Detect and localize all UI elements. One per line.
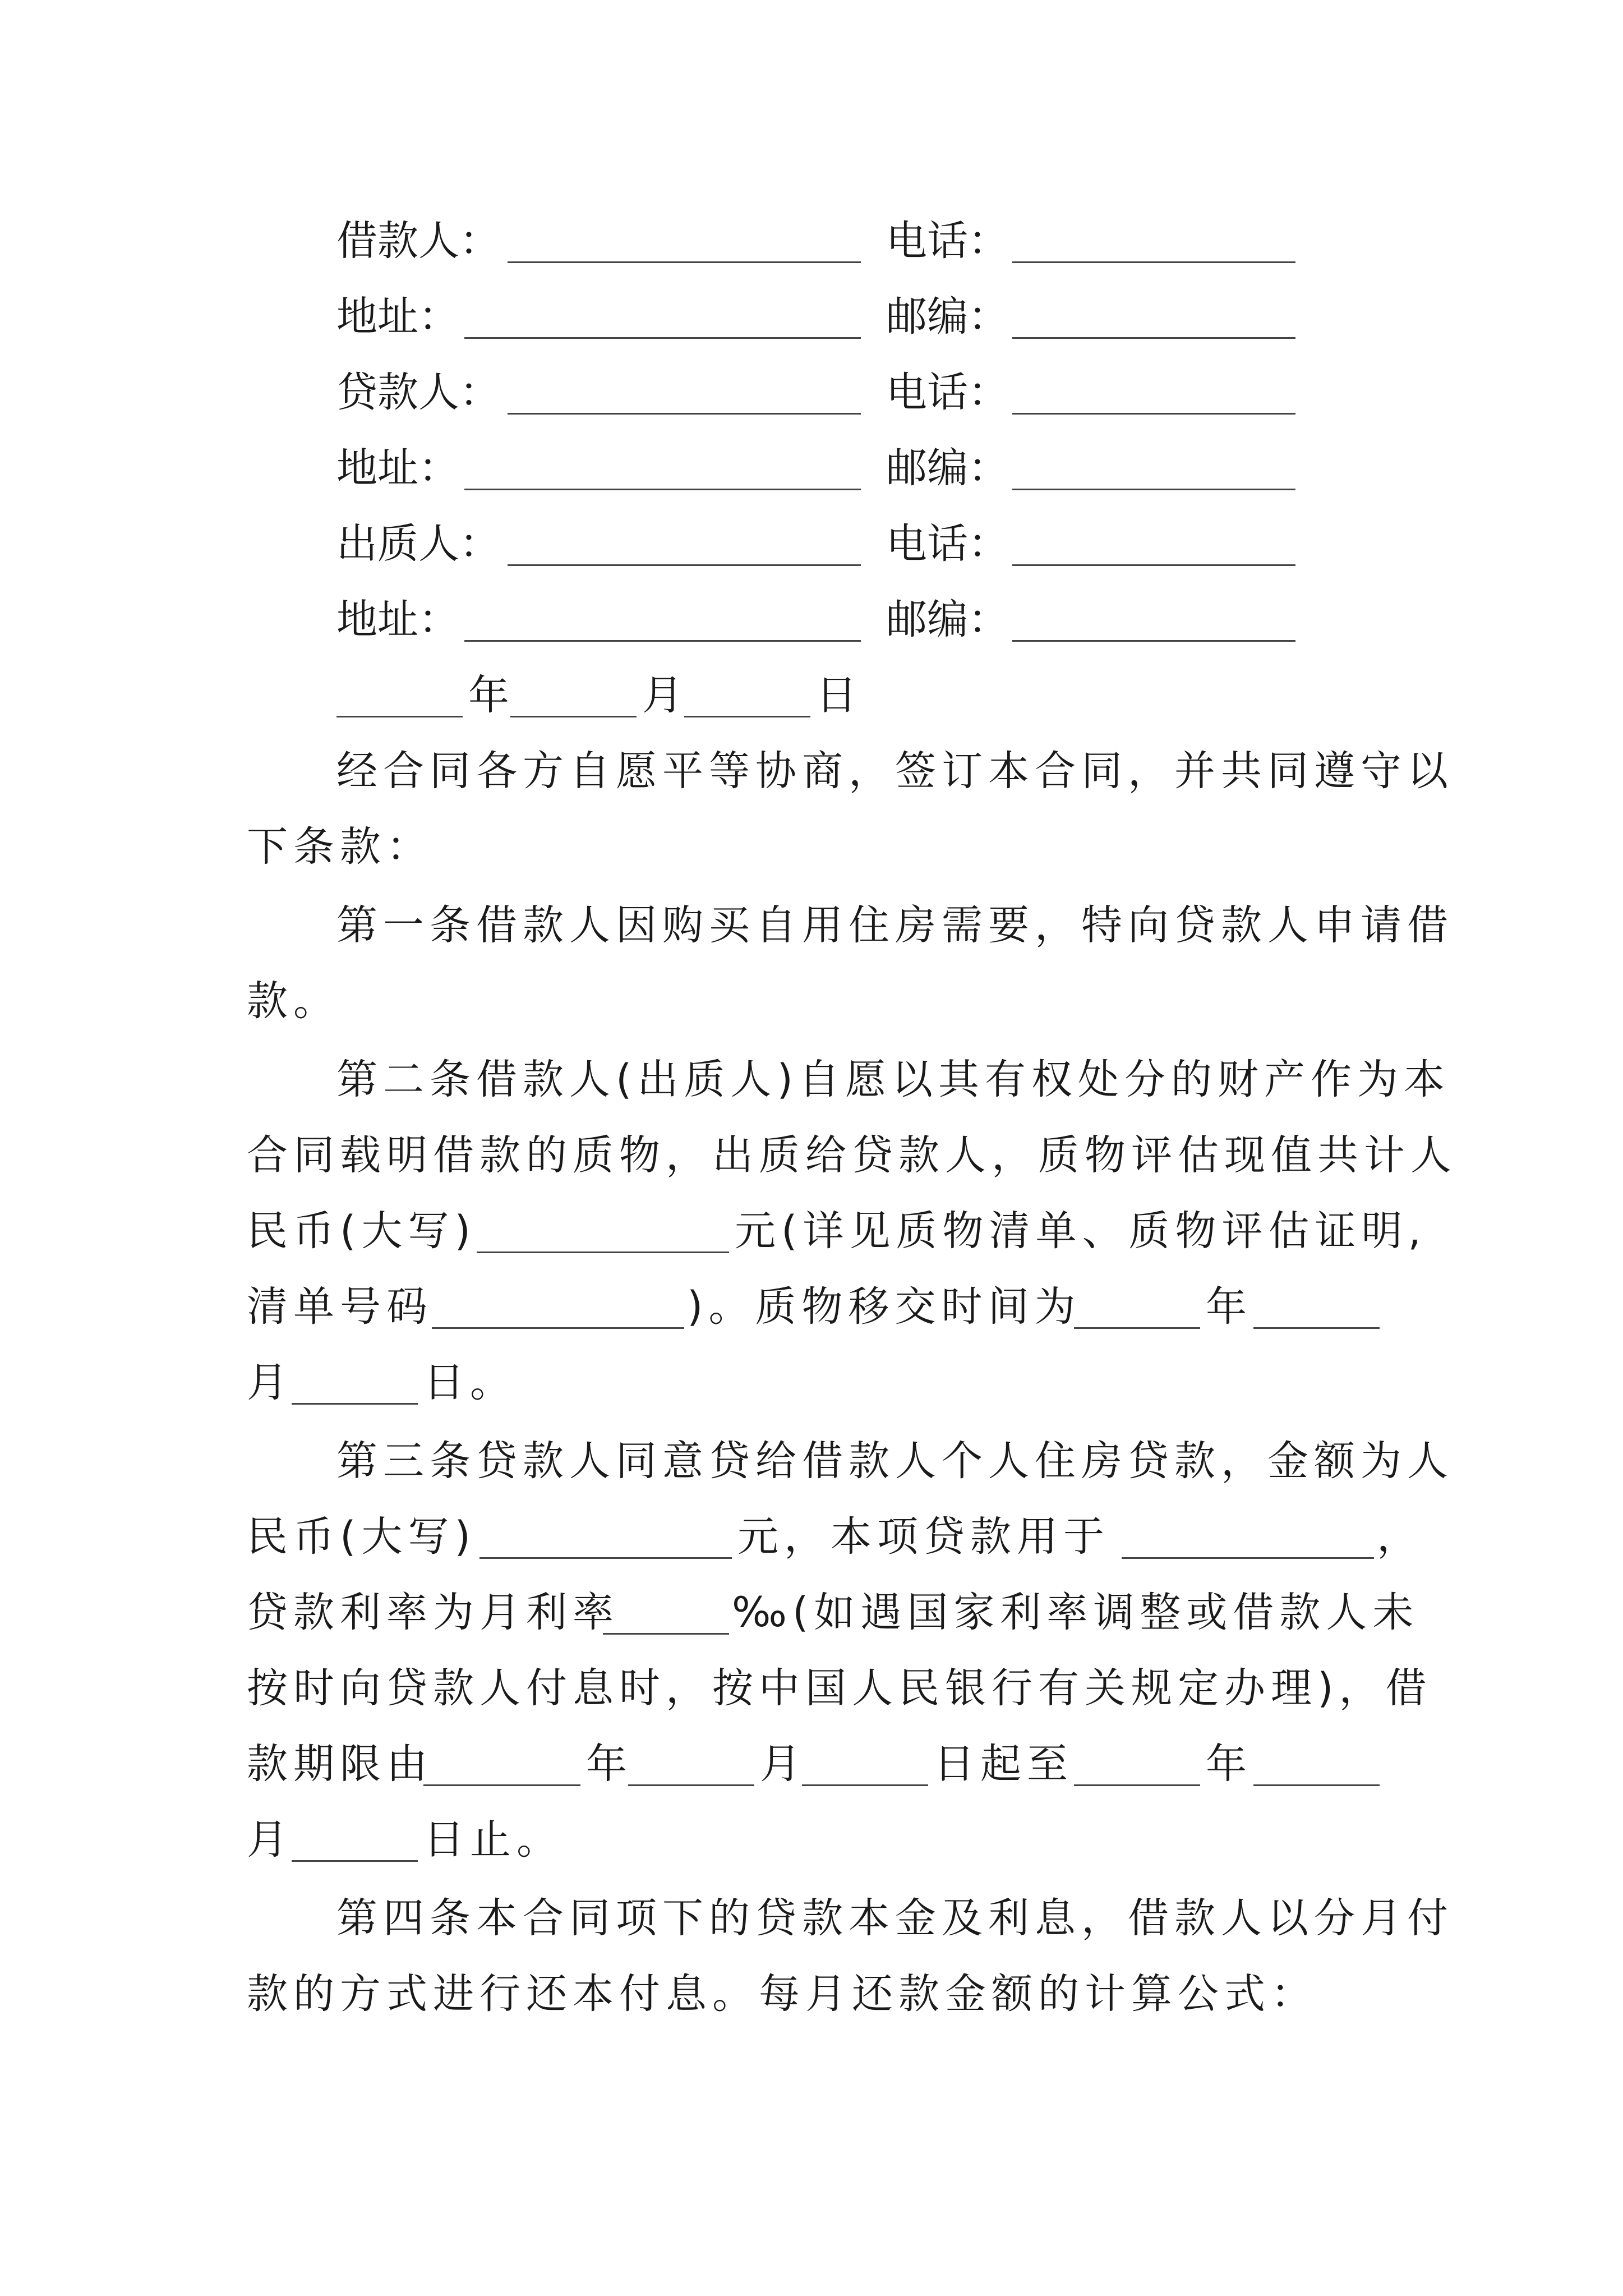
lender-blank[interactable] [508, 411, 861, 415]
date-month-blank[interactable] [510, 714, 637, 717]
article3-purpose-blank[interactable] [1122, 1555, 1374, 1559]
pledgor-phone-blank[interactable] [1012, 562, 1295, 566]
article3-line-5c: 月 [760, 1740, 806, 1788]
article3-line-2c: ， [1377, 1513, 1423, 1561]
lender-postcode-label: 邮编： [886, 444, 1009, 492]
article3-line-2a: 民币(大写) [247, 1513, 476, 1561]
article3-start-month-blank[interactable] [628, 1782, 754, 1786]
lender-postcode-blank[interactable] [1012, 486, 1295, 490]
date-month-label: 月 [642, 671, 683, 719]
article3-line-6b: 日止。 [423, 1816, 563, 1864]
borrower-blank[interactable] [508, 259, 861, 263]
lender-address-label: 地址： [336, 444, 459, 492]
borrower-postcode-label: 邮编： [886, 293, 1009, 341]
article2-line-3a: 民币(大写) [247, 1207, 476, 1255]
article2-transfer-day-blank[interactable] [292, 1401, 418, 1405]
article2-line-1: 第二条借款人(出质人)自愿以其有权处分的财产作为本 [336, 1056, 1450, 1103]
article2-list-number-blank[interactable] [432, 1325, 684, 1329]
lender-phone-label: 电话： [886, 369, 1009, 416]
borrower-phone-label: 电话： [886, 217, 1009, 265]
article3-line-3b: ‰(如遇国家利率调整或借款人未 [732, 1589, 1419, 1636]
intro-line-1: 经合同各方自愿平等协商，签订本合同，并共同遵守以 [336, 747, 1454, 795]
article4-line-2: 款的方式进行还本付息。每月还款金额的计算公式： [247, 1970, 1317, 2018]
pledgor-phone-label: 电话： [886, 520, 1009, 568]
borrower-address-blank[interactable] [464, 335, 861, 339]
intro-line-2: 下条款： [247, 823, 433, 871]
pledgor-postcode-blank[interactable] [1012, 638, 1295, 642]
pledgor-blank[interactable] [508, 562, 861, 566]
article3-rate-blank[interactable] [603, 1631, 729, 1635]
pledgor-address-blank[interactable] [464, 638, 861, 642]
article1-line-2: 款。 [247, 977, 340, 1025]
article2-value-blank[interactable] [477, 1249, 729, 1253]
article3-line-3a: 贷款利率为月利率 [247, 1589, 619, 1636]
article3-line-4: 按时向贷款人付息时，按中国人民银行有关规定办理)，借 [247, 1664, 1432, 1712]
date-day-blank[interactable] [684, 714, 810, 717]
article3-line-5e: 年 [1206, 1740, 1252, 1788]
article2-line-5b: 日。 [423, 1359, 517, 1406]
date-year-label: 年 [468, 671, 509, 719]
borrower-address-label: 地址： [336, 293, 459, 341]
article2-transfer-month-blank[interactable] [1253, 1325, 1380, 1329]
article2-transfer-year-blank[interactable] [1074, 1325, 1200, 1329]
pledgor-address-label: 地址： [336, 596, 459, 643]
article3-line-2b: 元，本项贷款用于 [737, 1513, 1110, 1561]
article3-line-6a: 月 [247, 1816, 293, 1864]
article2-line-4c: 年 [1206, 1283, 1252, 1331]
lender-address-blank[interactable] [464, 486, 861, 490]
pledgor-postcode-label: 邮编： [886, 596, 1009, 643]
lender-phone-blank[interactable] [1012, 411, 1295, 415]
article4-line-1: 第四条本合同项下的贷款本金及利息，借款人以分月付 [336, 1894, 1454, 1942]
article2-line-4a: 清单号码 [247, 1283, 433, 1331]
borrower-phone-blank[interactable] [1012, 259, 1295, 263]
date-day-label: 日 [816, 671, 857, 719]
date-year-blank[interactable] [336, 714, 463, 717]
article3-end-day-blank[interactable] [292, 1858, 418, 1862]
borrower-postcode-blank[interactable] [1012, 335, 1295, 339]
article2-line-5a: 月 [247, 1359, 293, 1406]
article2-line-3b: 元(详见质物清单、质物评估证明, [735, 1207, 1427, 1255]
article3-line-1: 第三条贷款人同意贷给借款人个人住房贷款，金额为人 [336, 1437, 1454, 1485]
article3-end-month-blank[interactable] [1253, 1782, 1380, 1786]
article3-line-5a: 款期限由 [247, 1740, 433, 1788]
article3-amount-blank[interactable] [479, 1555, 732, 1559]
borrower-label: 借款人： [336, 217, 500, 265]
article3-line-5b: 年 [586, 1740, 633, 1788]
pledgor-label: 出质人： [336, 520, 500, 568]
article3-start-year-blank[interactable] [423, 1782, 580, 1786]
article3-end-year-blank[interactable] [1074, 1782, 1200, 1786]
article2-line-2: 合同载明借款的质物，出质给贷款人，质物评估现值共计人 [247, 1131, 1457, 1179]
article1-line-1: 第一条借款人因购买自用住房需要，特向贷款人申请借 [336, 901, 1454, 949]
article2-line-4b: )。质物移交时间为 [687, 1283, 1081, 1331]
article3-line-5d: 日起至 [934, 1740, 1073, 1788]
lender-label: 贷款人： [336, 369, 500, 416]
article3-start-day-blank[interactable] [802, 1782, 928, 1786]
